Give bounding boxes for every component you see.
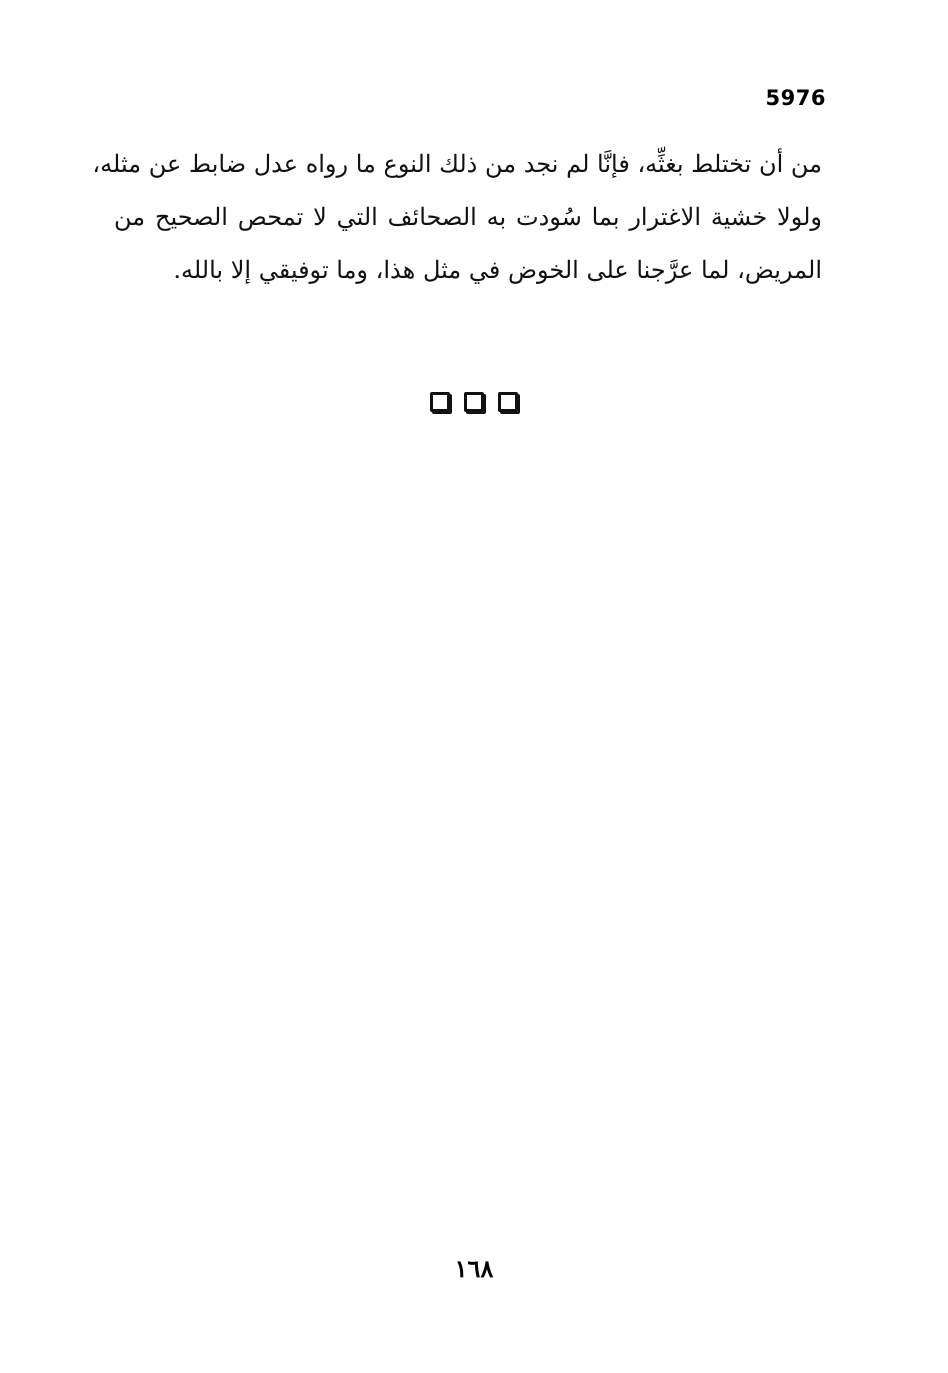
page-number: ١٦٨ (454, 1254, 494, 1283)
text-line-1: من أن تختلط بغثِّه، فإنَّا لم نجد من ذلك النوع ما رواه عدل ضابط عن مثله، (92, 150, 822, 178)
document-id-label: 5976 (765, 86, 826, 110)
text-line-2: ولولا خشية الاغترار بما سُودت به الصحائف التي لا تمحص الصحيح من (114, 203, 822, 231)
text-line-3: المريض، لما عرَّجنا على الخوض في مثل هذا، وما توفيقي إلا بالله. (173, 256, 822, 284)
section-separator (0, 392, 948, 412)
body-paragraph (92, 138, 822, 297)
separator-box-icon (498, 392, 518, 412)
separator-box-icon (464, 392, 484, 412)
separator-box-icon (430, 392, 450, 412)
